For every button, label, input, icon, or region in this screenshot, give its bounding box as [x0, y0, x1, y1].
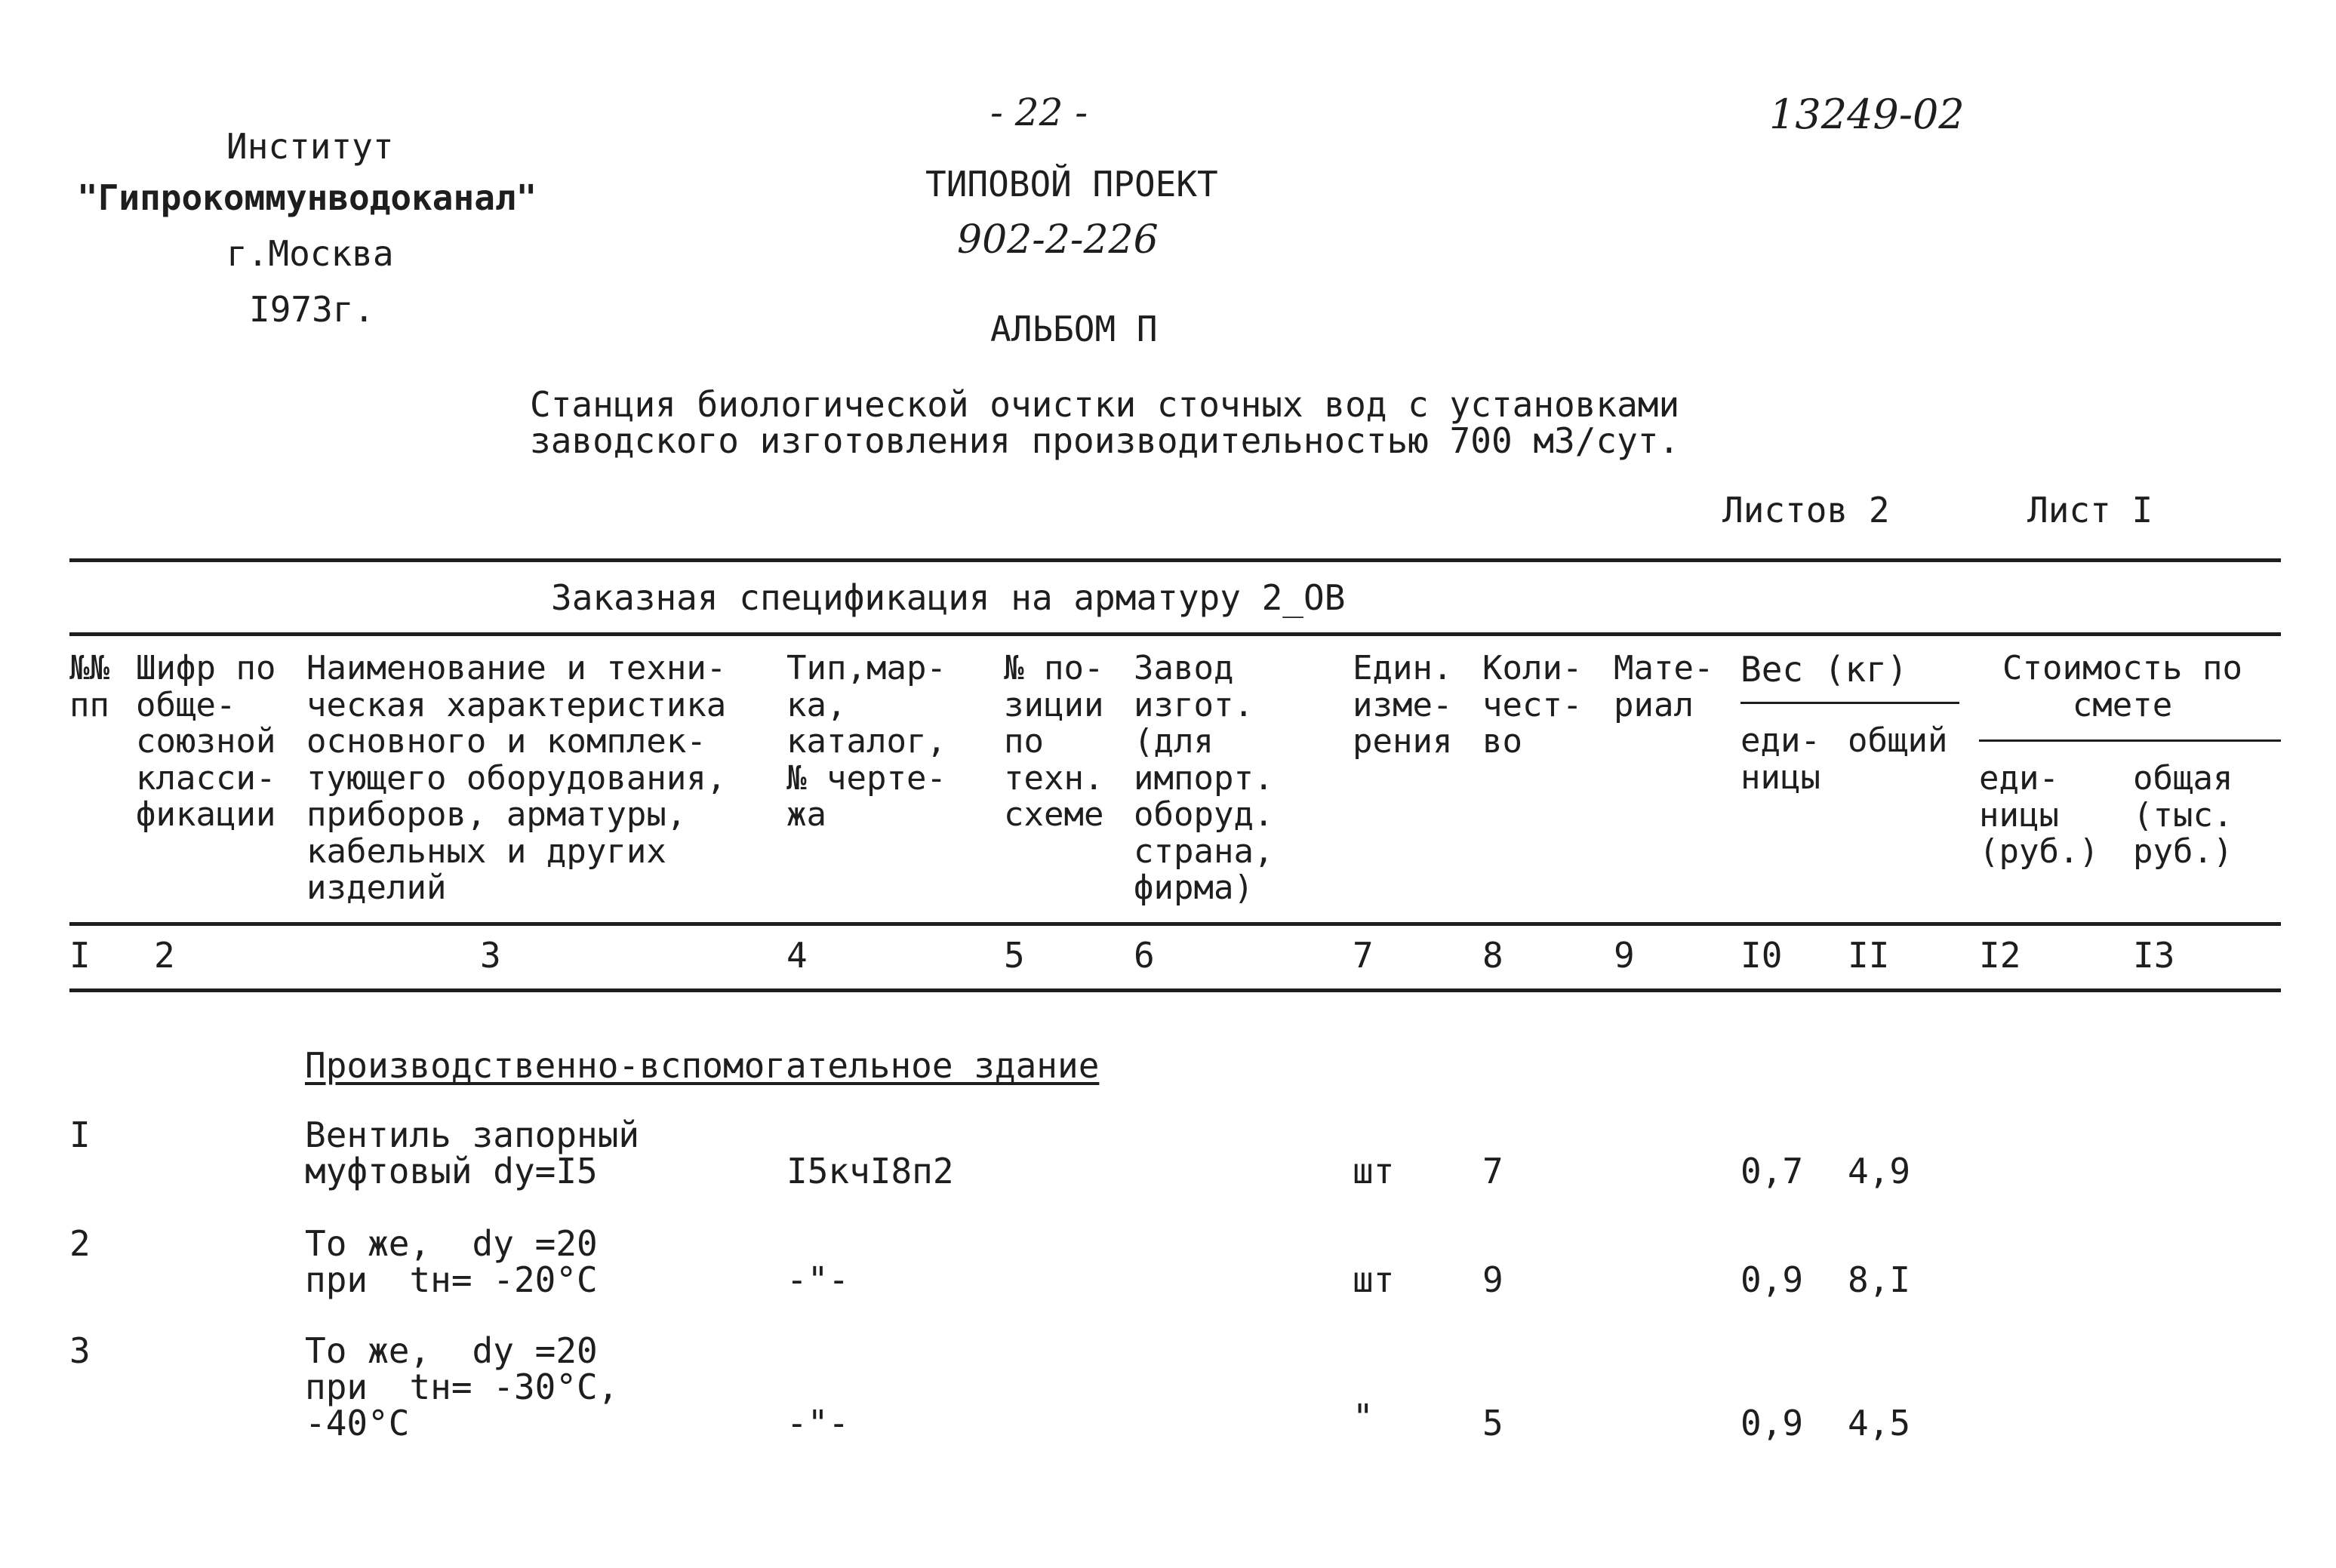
institute-name: Институт: [226, 126, 394, 167]
description-line1: Станция биологической очистки сточных вод с установками: [530, 384, 1680, 425]
col-header-cost-unit: еди- ницы (руб.): [1979, 759, 2099, 871]
column-numbers-top-rule: [69, 922, 2281, 926]
col-header-manufacturer: Завод изгот. (для импорт. оборуд. страна, фирма): [1134, 649, 1274, 907]
col-header-name: Наименование и техни- ческая характеристика основного и комплек- тующего оборудования, приборов, арматуры, кабельных и других изделий: [306, 649, 727, 907]
weight-group-rule: [1740, 702, 1959, 704]
sheet-number: Лист I: [2027, 490, 2153, 530]
col-number: 9: [1614, 935, 1635, 976]
col-header-weight-total: общий: [1848, 721, 1948, 760]
col-header-type: Тип,мар- ка, каталог, № черте- жа: [786, 649, 946, 834]
col-number: 6: [1134, 935, 1155, 976]
row-quantity: 7: [1482, 1151, 1503, 1191]
project-number: 902-2-226: [957, 217, 1159, 263]
row-name-line: при tн= -30°С,: [305, 1367, 619, 1407]
row-name-line: муфтовый dy=I5: [305, 1151, 598, 1191]
col-number: I: [69, 935, 91, 976]
row-weight-unit: 0,7: [1740, 1151, 1804, 1191]
album-label: АЛЬБОМ П: [990, 309, 1158, 349]
description-line2: заводского изготовления производительностью 700 м3/сут.: [530, 420, 1680, 461]
institute-year: I973г.: [249, 289, 375, 330]
row-unit: ": [1353, 1397, 1374, 1437]
col-header-quantity: Коли- чест- во: [1482, 649, 1583, 761]
col-header-unit: Един. изме- рения: [1353, 649, 1453, 761]
institute-city: г.Москва: [226, 233, 394, 274]
row-type: I5кчI8п2: [786, 1151, 954, 1191]
col-header-weight-group: Вес (кг): [1740, 649, 1908, 690]
row-weight-total: 4,9: [1848, 1151, 1911, 1191]
col-number: I0: [1740, 935, 1783, 976]
row-quantity: 5: [1482, 1403, 1503, 1443]
col-number: 2: [154, 935, 175, 976]
col-number: I3: [2133, 935, 2175, 976]
col-header-cost-total: общая (тыс. руб.): [2133, 759, 2233, 871]
row-name-line: Вентиль запорный: [305, 1115, 640, 1155]
col-header-material: Мате- риал: [1614, 649, 1714, 724]
col-header-weight-unit: еди- ницы: [1740, 721, 1820, 797]
col-number: 8: [1482, 935, 1503, 976]
col-header-cost-group: Стоимость по смете: [2002, 649, 2242, 724]
row-name-line: То же, dy =20: [305, 1330, 598, 1371]
project-type: ТИПОВОЙ ПРОЕКТ: [925, 164, 1218, 204]
col-number: 5: [1004, 935, 1025, 976]
row-name-line: -40°С: [305, 1403, 410, 1443]
row-weight-unit: 0,9: [1740, 1259, 1804, 1300]
specification-title: Заказная спецификация на арматуру 2_ОВ: [551, 577, 1346, 618]
row-quantity: 9: [1482, 1259, 1503, 1300]
col-header-num: №№ пп: [69, 649, 109, 724]
column-numbers-bottom-rule: [69, 988, 2281, 992]
row-type: -"-: [786, 1403, 850, 1443]
page-number: - 22 -: [990, 91, 1088, 134]
col-header-code: Шифр по обще- союзной класси- фикации: [136, 649, 276, 834]
top-rule: [69, 558, 2281, 562]
col-number: I2: [1979, 935, 2021, 976]
row-unit: шт: [1353, 1151, 1395, 1191]
sheet-count: Листов 2: [1722, 490, 1890, 530]
row-name-line: То же, dy =20: [305, 1223, 598, 1264]
row-number: I: [69, 1115, 91, 1155]
row-type: -"-: [786, 1259, 850, 1300]
institute-org: "Гипрокоммунводоканал": [77, 177, 537, 218]
row-weight-total: 8,I: [1848, 1259, 1911, 1300]
col-number: 3: [480, 935, 501, 976]
document-number: 13249-02: [1769, 91, 1965, 138]
col-header-position: № по- зиции по техн. схеме: [1004, 649, 1104, 834]
row-number: 2: [69, 1223, 91, 1264]
cost-group-rule: [1979, 739, 2281, 742]
header-rule: [69, 632, 2281, 636]
row-number: 3: [69, 1330, 91, 1371]
row-weight-unit: 0,9: [1740, 1403, 1804, 1443]
section-title: Производственно-вспомогательное здание: [305, 1045, 1100, 1086]
col-number: II: [1848, 935, 1890, 976]
row-unit: шт: [1353, 1259, 1395, 1300]
col-number: 7: [1353, 935, 1374, 976]
row-name-line: при tн= -20°С: [305, 1259, 598, 1300]
row-weight-total: 4,5: [1848, 1403, 1911, 1443]
col-number: 4: [786, 935, 808, 976]
